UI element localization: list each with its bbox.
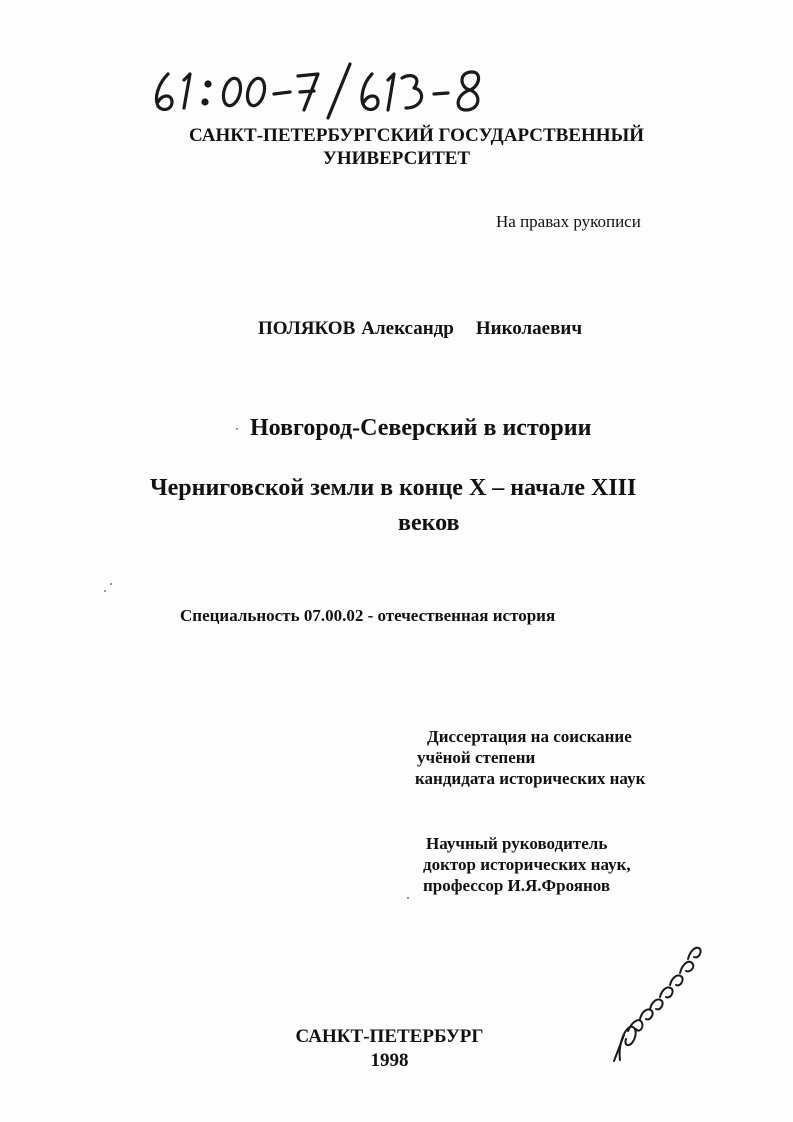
dissertation-line-1: Диссертация на соискание <box>427 727 632 746</box>
year: 1998 <box>370 1050 409 1071</box>
thesis-title-line-3: веков <box>398 510 460 536</box>
thesis-title-line-2: Черниговской земли в конце X – начале XIII <box>150 475 637 501</box>
scan-speck <box>407 897 409 899</box>
thesis-title-line-1: Новгород-Северский в истории <box>250 415 592 441</box>
manuscript-rights-note: На правах рукописи <box>496 212 641 231</box>
supervisor-line-3: профессор И.Я.Фроянов <box>423 876 611 895</box>
specialty-line: Специальность 07.00.02 - отечественная история <box>180 606 556 625</box>
dissertation-line-3: кандидата исторических наук <box>415 769 646 788</box>
supervisor-line-1: Научный руководитель <box>426 834 608 853</box>
author-given-name: Александр <box>361 318 454 339</box>
university-line-2: УНИВЕРСИТЕТ <box>322 148 471 169</box>
university-name <box>0 124 793 170</box>
author-patronymic: Николаевич <box>475 318 583 339</box>
scan-speck <box>104 590 106 592</box>
place-and-year <box>0 1025 793 1073</box>
dissertation-line-2: учёной степени <box>417 748 536 767</box>
university-line-1: САНКТ-ПЕТЕРБУРГСКИЙ ГОСУДАРСТВЕННЫЙ <box>188 125 645 146</box>
author-name <box>258 318 582 340</box>
dissertation-degree-block <box>415 726 645 789</box>
city-name: САНКТ-ПЕТЕРБУРГ <box>295 1026 484 1047</box>
handwritten-archive-number <box>150 60 500 120</box>
supervisor-line-2: доктор исторических наук, <box>423 855 631 874</box>
author-surname: ПОЛЯКОВ <box>258 318 356 339</box>
scan-speck <box>236 428 238 430</box>
supervisor-block <box>423 833 631 896</box>
scan-speck <box>110 583 112 585</box>
